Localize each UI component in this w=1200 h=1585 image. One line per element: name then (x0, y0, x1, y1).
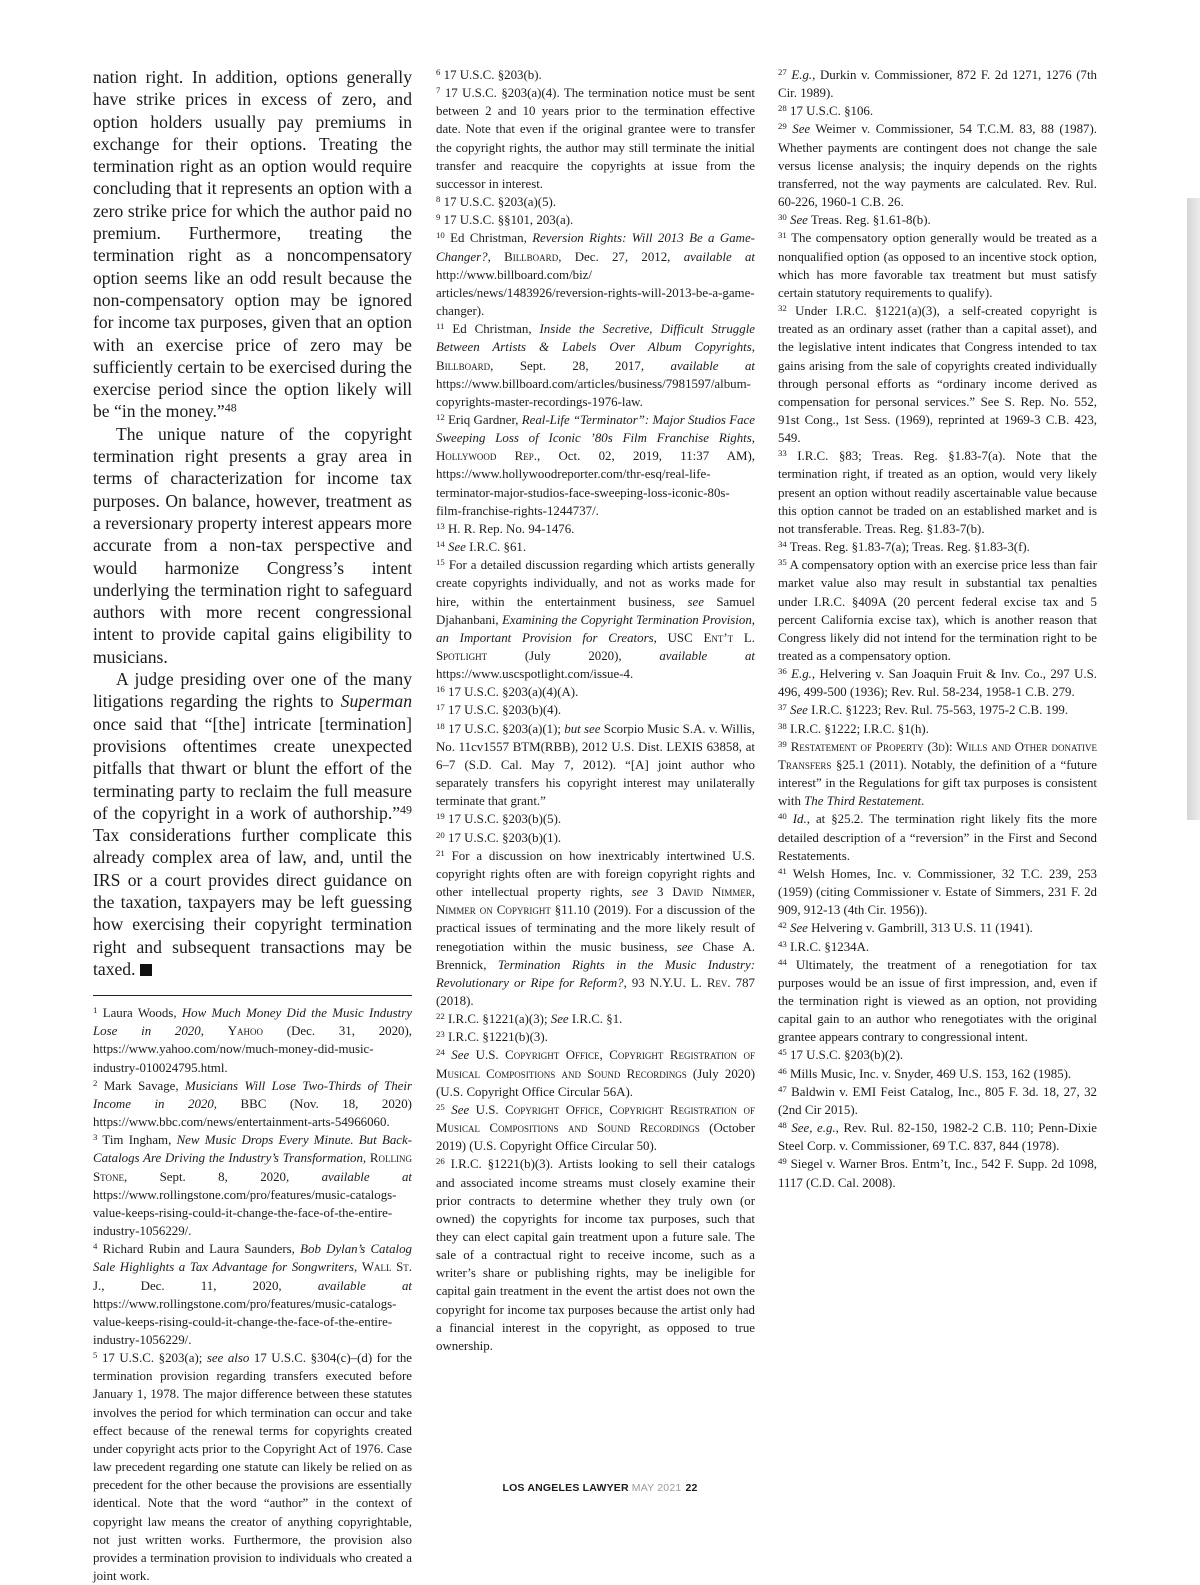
footnote-divider (93, 995, 412, 996)
footnote: $^{28}$ 17 U.S.C. §106. (778, 103, 874, 119)
footnote: $^{11}$ Ed Christman, Inside the Secretive, Difficult Struggle Between Artists & Labels Over Album Copyrights, Billboard, Sept. 28, 2017, available at https://www.billboard.com/articles/business/7981597/album-copyrights-master-recordings-1976-law. (436, 321, 756, 409)
footnote: $^{13}$ H. R. Rep. No. 94-1476. (436, 520, 575, 536)
footnote: $^{19}$ 17 U.S.C. §203(b)(5). (436, 811, 562, 827)
footnote: $^{33}$ I.R.C. §83; Treas. Reg. §1.83-7(a). Note that the termination right, if treated as an option, would very likely present an option without readily ascertainable value because this option cannot be traded on an established market and is not transferable. Treas. Reg. §1.83-7(b). (778, 448, 1097, 536)
footnote: $^{39}$ Restatement of Property (3d): Wills and Other donative Transfers §25.1 (2011). Notably, the definition of a “future interest” in the Regulations for gift tax purposes is consistent with The Third Restatement. (778, 738, 1097, 809)
footnote: $^9$ 17 U.S.C. §§101, 203(a). (436, 212, 574, 228)
footnote-ref[interactable]: 49 (400, 802, 412, 817)
footnote: $^{30}$ See Treas. Reg. §1.61-8(b). (778, 212, 931, 228)
footnote: $^{45}$ 17 U.S.C. §203(b)(2). (778, 1047, 904, 1063)
footnote: $^{16}$ 17 U.S.C. §203(a)(4)(A). (436, 684, 579, 700)
column-middle (436, 66, 755, 1355)
footnote: $^{41}$ Welsh Homes, Inc. v. Commissioner, 32 T.C. 239, 253 (1959) (citing Commissioner v. Estate of Simmers, 231 F. 2d 909, 912-13 (4th Cir. 1956)). (778, 865, 1097, 918)
footnote: $^{49}$ Siegel v. Warner Bros. Entm’t, Inc., 542 F. Supp. 2d 1098, 1117 (C.D. Cal. 2008). (778, 1156, 1097, 1190)
footnote: $^{29}$ See Weimer v. Commissioner, 54 T.C.M. 83, 88 (1987). Whether payments are contingent does not change the sale versus license analysis; the inquiry depends on the rights transferred, not the way payments are calculated. Rev. Rul. 60-226, 1960-1 C.B. 26. (778, 121, 1097, 210)
footnote: $^{43}$ I.R.C. §1234A. (778, 938, 870, 954)
footnote: $^{44}$ Ultimately, the treatment of a renegotiation for tax purposes would be an issue of first impression, and, even if the termination right is viewed as an option, not providing capital gain to an author who renegotiates with the original grantee appears contrary to congressional intent. (778, 956, 1097, 1045)
footnote: $^{22}$ I.R.C. §1221(a)(3); See I.R.C. §1. (436, 1011, 623, 1027)
article-paragraph: nation right. In addition, options generally have strike prices in excess of zero, and option holders usually pay premiums in exchange for their options. Treating the termination right as an option would require concluding that it represents an option with a zero strike price for which the author paid no premium. Furthermore, treating the termination right as a noncompensatory option seems like an odd result because the non-compensatory option may be ignored for income tax purposes, given that an option with an exercise price of zero may be sufficiently certain to be exercised during the exercise period since the option likely will be “in the money.”$^{48}$ (93, 67, 412, 422)
footnote: $^7$ 17 U.S.C. §203(a)(4). The termination notice must be sent between 2 and 10 years prior to the termination effective date. Note that even if the original grantee were to transfer the copyright rights, the author may still terminate the initial transfer and reacquire the copyrights at issue from the successor in interest. (436, 85, 755, 191)
footnote: $^{18}$ 17 U.S.C. §203(a)(1); but see Scorpio Music S.A. v. Willis, No. 11cv1557 BTM(RBB), 2012 U.S. Dist. LEXIS 63858, at 6–7 (S.D. Cal. May 7, 2012). “[A] joint author who separately transfers his copyright interest may unilaterally terminate that grant.” (436, 720, 755, 809)
footnote: $^{42}$ See Helvering v. Gambrill, 313 U.S. 11 (1941). (778, 920, 1033, 936)
footnote: $^{31}$ The compensatory option generally would be treated as a nonqualified option (as opposed to an incentive stock option, which has more favorable tax treatment but must satisfy certain statutory requirements to qualify). (778, 230, 1097, 300)
footnote: $^{38}$ I.R.C. §1222; I.R.C. §1(h). (778, 720, 929, 736)
page-footer (0, 1482, 1200, 1494)
footnote: $^4$ Richard Rubin and Laura Saunders, Bob Dylan’s Catalog Sale Highlights a Tax Advantage for Songwriters, Wall St. J., Dec. 11, 2020, available at https://www.rollingstone.com/pro/features/music-catalogs-value-keeps-rising-could-it-change-the-face-of-the-entire-industry-1056229/. (93, 1241, 413, 1347)
footnote: $^2$ Mark Savage, Musicians Will Lose Two-Thirds of Their Income in 2020, BBC (Nov. 18, 2020) https://www.bbc.com/news/entertainment-arts-54966060. (93, 1077, 412, 1130)
article-paragraph: The unique nature of the copyright termination right presents a gray area in terms of characterization for income tax purposes. On balance, however, treatment as a reversionary property interest appears more accurate from a non-tax perspective and would harmonize Congress’s intent underlying the termination right to safeguard authors with more recent congressional intent to provide capital gains eligibility to musicians. (93, 423, 412, 667)
footnote: $^{12}$ Eriq Gardner, Real-Life “Terminator”: Major Studios Face Sweeping Loss of Iconic ’80s Film Franchise Rights, Hollywood Rep., Oct. 02, 2019, 11:37 AM), https://www.hollywoodreporter.com/thr-esq/real-life-terminator-major-studios-face-sweeping-loss-iconic-80s-film-franchise-rights-1244737/. (436, 412, 755, 518)
footnote: $^{46}$ Mills Music, Inc. v. Snyder, 469 U.S. 153, 162 (1985). (778, 1065, 1072, 1081)
footnote: $^6$ 17 U.S.C. §203(b). (436, 67, 542, 82)
footnote: $^{20}$ 17 U.S.C. §203(b)(1). (436, 829, 562, 845)
end-mark-icon (140, 964, 152, 976)
footnote: $^{48}$ See, e.g., Rev. Rul. 82-150, 1982-2 C.B. 110; Penn-Dixie Steel Corp. v. Commissioner, 69 T.C. 837, 844 (1978). (778, 1120, 1097, 1154)
footnote: $^{35}$ A compensatory option with an exercise price less than fair market value also may result in substantial tax penalties under I.R.C. §409A (20 percent federal excise tax and 5 percent California excise tax), which is another reason that Congress likely did not intend for the termination right to be treated as a compensatory option. (778, 557, 1097, 663)
footnote: $^{25}$ See U.S. Copyright Office, Copyright Registration of Musical Compositions and Sound Recordings (October 2019) (U.S. Copyright Office Circular 50). (436, 1101, 755, 1154)
issue-date: MAY 2021 (631, 1482, 682, 1494)
footnote: $^{47}$ Baldwin v. EMI Feist Catalog, Inc., 805 F. 3d. 18, 27, 32 (2nd Cir 2015). (778, 1083, 1097, 1117)
page-edge-tab (1187, 198, 1200, 820)
column-left (93, 66, 412, 1585)
footnote: $^{23}$ I.R.C. §1221(b)(3). (436, 1029, 548, 1045)
footnote: $^{36}$ E.g., Helvering v. San Joaquin Fruit & Inv. Co., 297 U.S. 496, 499-500 (1936); Rev. Rul. 58-234, 1958-1 C.B. 279. (778, 666, 1097, 700)
footnote: $^8$ 17 U.S.C. §203(a)(5). (436, 194, 557, 210)
footnote: $^{24}$ See U.S. Copyright Office, Copyright Registration of Musical Compositions and Sound Recordings (July 2020) (U.S. Copyright Office Circular 56A). (436, 1047, 755, 1099)
footnote: $^{26}$ I.R.C. §1221(b)(3). Artists looking to sell their catalogs and associated income streams must closely examine their prior contracts to determine whether they truly own (or owned) the copyrights for income tax purposes, such that they can elect capital gain treatment upon a future sale. The sale of a contractual right to receive income, such as a writer’s share or publishing rights, may be ineligible for capital gain treatment in the event the artist does not own the copyright for income tax purposes because the artist only had a financial interest in the copyright, as opposed to true ownership. (436, 1156, 755, 1353)
footnote: $^1$ Laura Woods, How Much Money Did the Music Industry Lose in 2020, Yahoo (Dec. 31, 2020), https://www.yahoo.com/now/much-money-did-music-industry-010024795.html. (93, 1005, 412, 1075)
footnote: $^5$ 17 U.S.C. §203(a); see also 17 U.S.C. §304(c)–(d) for the termination provision regarding transfers executed before January 1, 1978. The major difference between these statutes involves the period for which termination can occur and take effect because of the renewal terms for copyrights created under copyright acts prior to the Copyright Act of 1976. Case law precedent regarding one statute can likely be relied on as precedent for the other because the provisions are essentially identical. Note that the word “author” in the context of copyright law means the creator of anything copyrightable, not just written works. Furthermore, the provision also provides a termination provision to individuals who created a joint work. (93, 1350, 412, 1584)
footnote: $^{37}$ See I.R.C. §1223; Rev. Rul. 75-563, 1975-2 C.B. 199. (778, 702, 1069, 718)
article-body (93, 66, 412, 980)
footnote-ref[interactable]: 48 (224, 401, 237, 416)
page-number: 22 (685, 1482, 698, 1494)
footnote: $^{27}$ E.g., Durkin v. Commissioner, 872 F. 2d 1271, 1276 (7th Cir. 1989). (778, 67, 1097, 101)
magazine-name: LOS ANGELES LAWYER (502, 1482, 629, 1494)
footnote: $^{34}$ Treas. Reg. §1.83-7(a); Treas. Reg. §1.83-3(f). (778, 539, 1030, 555)
article-paragraph: A judge presiding over one of the many litigations regarding the rights to Superman once said that “[the] intricate [termination] provisions oftentimes create unexpected pitfalls that thwart or blunt the effort of the terminating party to reclaim the full measure of the copyright in a work of authorship.”$^{49}$ Tax considerations further complicate this already complex area of law, and, until the IRS or a court provides direct guidance on the taxation, taxpayers may be left guessing how exercising their copyright termination right and subsequent transactions may be taxed. (93, 669, 412, 979)
footnote: $^3$ Tim Ingham, New Music Drops Every Minute. But Back-Catalogs Are Driving the Industry’s Transformation, Rolling Stone, Sept. 8, 2020, available at https://www.rollingstone.com/pro/features/music-catalogs-value-keeps-rising-could-it-change-the-face-of-the-entire-industry-1056229/. (93, 1132, 412, 1239)
column-right (778, 66, 1097, 1192)
footnote: $^{10}$ Ed Christman, Reversion Rights: Will 2013 Be a Game-Changer?, Billboard, Dec. 27, 2012, available at http://www.billboard.com/biz/ articles/news/1483926/reversion-rights-will-2013-be-a-game-changer). (436, 230, 755, 319)
footnote: $^{40}$ Id., at §25.2. The termination right likely fits the more detailed description of a “reversion” in the First and Second Restatements. (778, 811, 1097, 863)
footnote: $^{21}$ For a discussion on how inextricably intertwined U.S. copyright rights often are with foreign copyright rights and other intellectual property rights, see 3 David Nimmer, Nimmer on Copyright §11.10 (2019). For a discussion of the practical issues of terminating and the more likely result of renegotiation within the music business, see Chase A. Brennick, Termination Rights in the Music Industry: Revolutionary or Ripe for Reform?, 93 N.Y.U. L. Rev. 787 (2018). (436, 847, 755, 1008)
footnote: $^{32}$ Under I.R.C. §1221(a)(3), a self-created copyright is treated as an ordinary asset (rather than a capital asset), and the legislative intent indicates that Congress intended to tax gains arising from the sale of copyrights created individually through personal efforts as “ordinary income derived as compensation for personal services.” See S. Rep. No. 552, 91st Cong., 1st Sess. (1969), reprinted at 1969-3 C.B. 423, 549. (778, 303, 1097, 446)
footnote: $^{17}$ 17 U.S.C. §203(b)(4). (436, 702, 562, 718)
footnote: $^{14}$ See I.R.C. §61. (436, 539, 527, 555)
footnote: $^{15}$ For a detailed discussion regarding which artists generally create copyrights individually, and not as works made for hire, within the entertainment business, see Samuel Djahanbani, Examining the Copyright Termination Provision, an Important Provision for Creators, USC Ent’t L. Spotlight (July 2020), available at https://www.uscspotlight.com/issue-4. (436, 557, 755, 682)
